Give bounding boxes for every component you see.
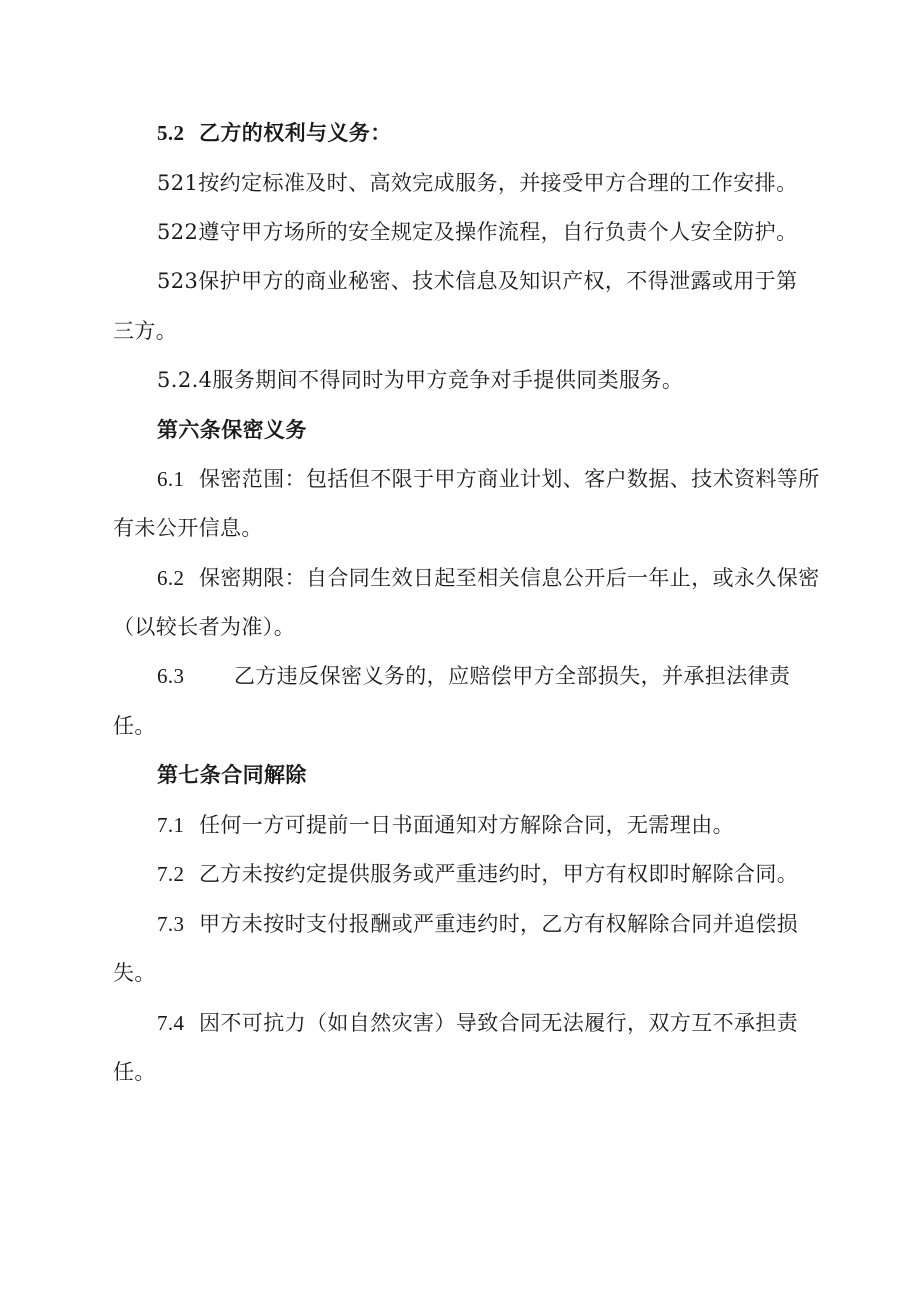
- clause-number: 6.1: [157, 467, 185, 491]
- clause-6-3-line1: [157, 662, 790, 690]
- clause-number: 6.3: [157, 664, 185, 688]
- clause-6-3-line2: 任。: [113, 714, 156, 738]
- clause-number: 7.1: [157, 813, 185, 837]
- clause-6-1-line2: 有未公开信息。: [113, 516, 263, 540]
- clause-7-2: [157, 860, 798, 888]
- clause-7-1: [157, 811, 734, 839]
- article-7-title: 第七条合同解除: [157, 762, 307, 787]
- clause-number: 6.2: [157, 566, 185, 590]
- clause-6-2-line1: [157, 564, 820, 592]
- clause-5-2-3-line1: 523保护甲方的商业秘密、技术信息及知识产权，不得泄露或用于第: [157, 269, 798, 293]
- clause-7-3-line2: 失。: [113, 961, 156, 985]
- clause-7-4-line2: 任。: [113, 1060, 156, 1084]
- clause-text: 任何一方可提前一日书面通知对方解除合同，无需理由。: [199, 813, 734, 837]
- section-heading-5-2: [157, 119, 392, 147]
- clause-5-2-4: 5.2.4服务期间不得同时为甲方竞争对手提供同类服务。: [157, 368, 684, 392]
- clause-text: 乙方违反保密义务的，应赔偿甲方全部损失，并承担法律责: [234, 664, 791, 688]
- clause-5-2-3-line2: 三方。: [113, 319, 178, 343]
- clause-number: 7.2: [157, 862, 185, 886]
- clause-text: 乙方未按约定提供服务或严重违约时，甲方有权即时解除合同。: [199, 862, 799, 886]
- article-6-title: 第六条保密义务: [157, 417, 307, 442]
- clause-text: 保密范围：包括但不限于甲方商业计划、客户数据、技术资料等所: [199, 467, 820, 491]
- clause-text: 保密期限：自合同生效日起至相关信息公开后一年止，或永久保密: [199, 566, 820, 590]
- clause-7-3-line1: [157, 910, 798, 938]
- clause-number: 7.4: [157, 1011, 185, 1035]
- clause-number: 7.3: [157, 912, 185, 936]
- section-number: 5.2: [157, 121, 185, 145]
- clause-7-4-line1: [157, 1009, 798, 1037]
- clause-5-2-2: 522遵守甲方场所的安全规定及操作流程，自行负责个人安全防护。: [157, 220, 798, 244]
- clause-text: 甲方未按时支付报酬或严重违约时，乙方有权解除合同并追偿损: [199, 912, 799, 936]
- section-title: 乙方的权利与义务：: [199, 120, 392, 145]
- clause-6-2-line2: （以较长者为准）。: [113, 615, 296, 639]
- clause-5-2-1: 521按约定标准及时、高效完成服务，并接受甲方合理的工作安排。: [157, 171, 798, 195]
- clause-6-1-line1: [157, 465, 820, 493]
- clause-text: 因不可抗力（如自然灾害）导致合同无法履行，双方互不承担责: [199, 1011, 799, 1035]
